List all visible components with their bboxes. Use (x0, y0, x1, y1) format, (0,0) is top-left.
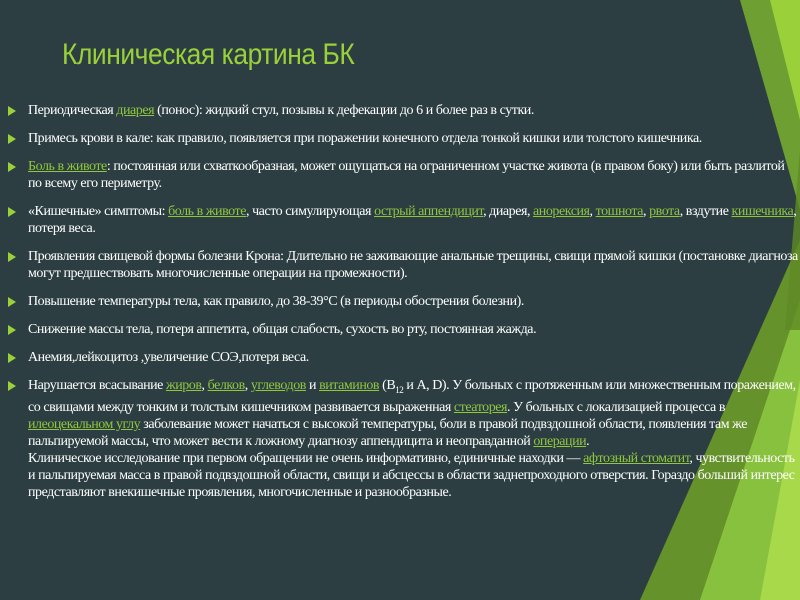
hyperlink[interactable]: витаминов (319, 378, 380, 393)
item-text: , (201, 378, 208, 393)
bullet-arrow-icon (8, 252, 16, 262)
bullet-arrow-icon (8, 325, 16, 335)
item-text: : постоянная или схваткообразная, может ощущаться на ограниченном участке живота (в правом боку) или быть разлитой по всему его периметру. (28, 159, 785, 191)
bullet-list (8, 102, 798, 512)
item-text: «Кишечные» симптомы: (28, 204, 169, 219)
item-text: Проявления свищевой формы болезни Крона: Длительно не заживающие анальные трещины, свищи прямой кишки (постановке диагноза могут предшествовать многочисленные операции на промежности). (28, 249, 798, 281)
list-item (8, 321, 798, 338)
item-text: Примесь крови в кале: как правило, появляется при поражении конечного отдела тонкой кишки или толстого кишечника. (28, 131, 702, 146)
bullet-arrow-icon (8, 207, 16, 217)
item-text: и (305, 378, 320, 393)
bullet-arrow-icon (8, 381, 16, 391)
page-title: Клиническая картина БК (62, 38, 355, 71)
item-text: Повышение температуры тела, как правило, до 38-39°С (в периоды обострения болезни). (28, 294, 524, 309)
bullet-arrow-icon (8, 353, 16, 363)
item-text: (понос): жидкий стул, позывы к дефекации до 6 и более раз в сутки. (154, 103, 534, 118)
list-item (8, 293, 798, 310)
hyperlink[interactable]: стеаторея (453, 399, 508, 415)
item-text: Периодическая (28, 103, 117, 118)
hyperlink[interactable]: анорексия (533, 204, 590, 219)
item-text: , (244, 378, 251, 393)
hyperlink[interactable]: углеводов (250, 378, 306, 393)
item-text: Нарушается всасывание (28, 378, 166, 393)
item-text: , (589, 204, 596, 219)
item-text: , диарея, (483, 204, 534, 219)
item-text: , чувствительность и пальпируемая масса в правой подвздошной области, свищи и абсцессы в области заднепроходного отверстия. Гораздо больший интерес представляют внекишечные проявления, многочисленные и разнообразные. (28, 450, 795, 500)
hyperlink[interactable]: рвота (649, 204, 680, 219)
item-text: Клиническое исследование при первом обращении не очень информативно, единичные находки — (28, 450, 584, 466)
item-text: и А, D). У больных с протяженным или множественным поражением, со свищами между тонким и толстым кишечником развивается выраженная (28, 378, 796, 415)
item-text: (В (379, 378, 396, 393)
bullet-arrow-icon (8, 162, 16, 172)
item-text: Снижение массы тела, потеря аппетита, общая слабость, сухость во рту, постоянная жажда. (28, 322, 537, 337)
hyperlink[interactable]: тошнота (595, 204, 643, 219)
subscript-text: 12 (395, 384, 404, 395)
hyperlink[interactable]: операции (533, 433, 587, 449)
hyperlink[interactable]: кишечника (731, 204, 794, 219)
item-text: , потеря веса. (28, 204, 797, 236)
item-text: . (586, 433, 590, 449)
list-item (8, 158, 798, 192)
hyperlink[interactable]: афтозный стоматит (583, 450, 690, 466)
item-text: , вздутие (679, 204, 732, 219)
list-item (8, 130, 798, 147)
hyperlink[interactable]: Боль в животе (28, 159, 107, 174)
list-item (8, 203, 798, 237)
hyperlink[interactable]: белков (207, 378, 245, 393)
hyperlink[interactable]: илеоцекальном углу (28, 416, 141, 432)
list-item (8, 349, 798, 366)
item-text: заболевание может начаться с высокой температуры, боли в правой подвздошной области, появления там же пальпируемой массы, что может вести к ложному диагнозу аппендицита и неоправданной (28, 416, 747, 449)
bullet-arrow-icon (8, 106, 16, 116)
hyperlink[interactable]: боль в животе (168, 204, 246, 219)
hyperlink[interactable]: острый аппендицит (374, 204, 484, 219)
item-text: , (643, 204, 650, 219)
bullet-arrow-icon (8, 297, 16, 307)
hyperlink[interactable]: жиров (165, 378, 202, 393)
hyperlink[interactable]: диарея (116, 103, 155, 118)
list-item (8, 248, 798, 282)
list-item (8, 377, 798, 501)
item-text: , часто симулирующая (245, 204, 375, 219)
item-text: . У больных с локализацией процесса в (507, 399, 726, 415)
item-text: Анемия,лейкоцитоз ,увеличение СОЭ,потеря веса. (28, 350, 309, 365)
list-item (8, 102, 798, 119)
bullet-arrow-icon (8, 134, 16, 144)
